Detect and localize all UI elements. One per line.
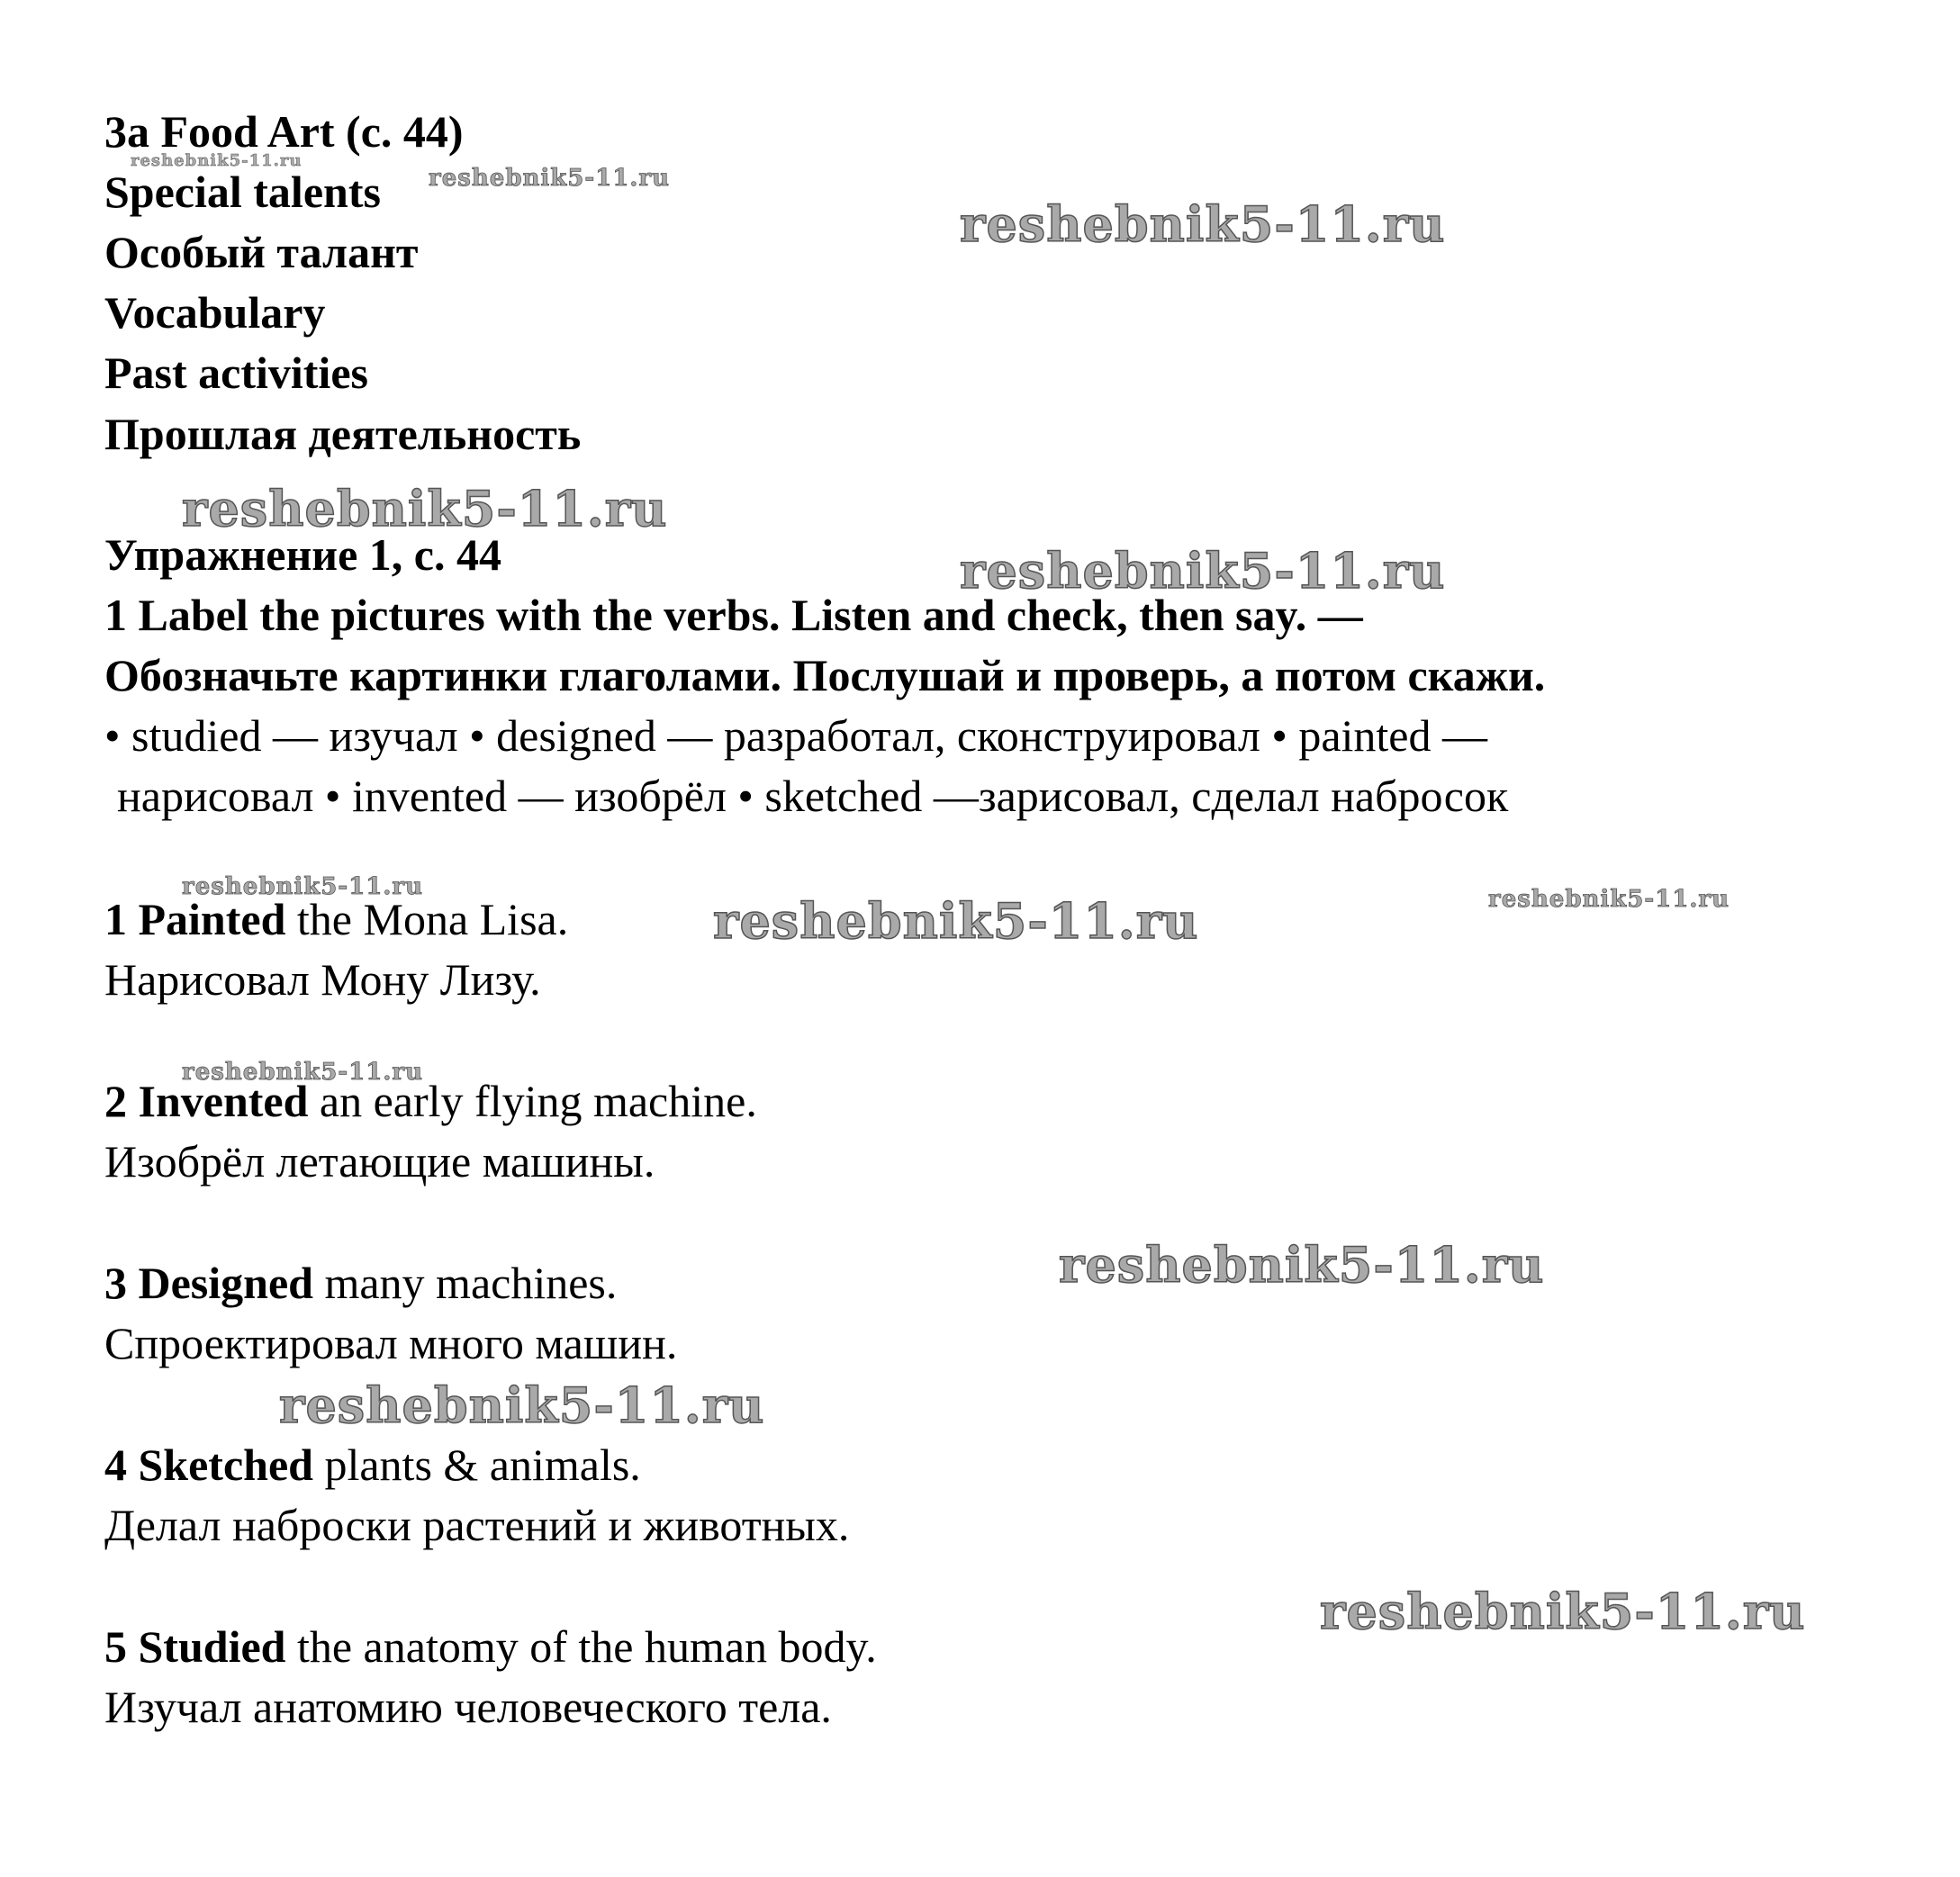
answer-2-translation: Изобрёл летающие машины. bbox=[104, 1136, 655, 1187]
answer-rest: plants & animals. bbox=[312, 1439, 641, 1490]
watermark: reshebnik5-11.ru bbox=[1059, 1236, 1545, 1294]
answer-rest: the Mona Lisa. bbox=[285, 894, 569, 944]
exercise-heading: Упражнение 1, с. 44 bbox=[104, 529, 501, 580]
answer-number: 1 bbox=[104, 894, 127, 944]
watermark: reshebnik5-11.ru bbox=[1320, 1583, 1806, 1640]
watermark: reshebnik5-11.ru bbox=[1488, 886, 1730, 913]
answer-4 bbox=[104, 1439, 641, 1490]
watermark: reshebnik5-11.ru bbox=[131, 151, 303, 170]
answer-verb: Invented bbox=[138, 1076, 309, 1126]
instruction-en: 1 Label the pictures with the verbs. Listen and check, then say. — bbox=[104, 590, 1363, 640]
answer-3-translation: Спроектировал много машин. bbox=[104, 1318, 678, 1368]
answer-5 bbox=[104, 1621, 877, 1672]
section-title-en: Special talents bbox=[104, 167, 381, 217]
answer-rest: an early flying machine. bbox=[308, 1076, 757, 1126]
answer-verb: Designed bbox=[138, 1258, 313, 1308]
answer-1 bbox=[104, 894, 569, 944]
watermark: reshebnik5-11.ru bbox=[182, 480, 668, 537]
topic-title-en: Past activities bbox=[104, 347, 368, 398]
watermark: reshebnik5-11.ru bbox=[279, 1376, 765, 1434]
answer-number: 3 bbox=[104, 1258, 127, 1308]
answer-verb: Studied bbox=[138, 1621, 286, 1672]
watermark: reshebnik5-11.ru bbox=[960, 542, 1446, 600]
answer-number: 5 bbox=[104, 1621, 127, 1672]
vocab-line-1: • studied — изучал • designed — разработал, сконструировал • painted — bbox=[104, 710, 1487, 761]
category-label: Vocabulary bbox=[104, 287, 326, 338]
topic-title-ru: Прошлая деятельность bbox=[104, 409, 582, 459]
answer-3 bbox=[104, 1258, 618, 1308]
answer-5-translation: Изучал анатомию человеческого тела. bbox=[104, 1682, 832, 1732]
watermark: reshebnik5-11.ru bbox=[182, 1059, 424, 1086]
answer-1-translation: Нарисовал Мону Лизу. bbox=[104, 954, 541, 1005]
answer-rest: the anatomy of the human body. bbox=[285, 1621, 877, 1672]
answer-verb: Sketched bbox=[138, 1439, 313, 1490]
answer-number: 2 bbox=[104, 1076, 127, 1126]
watermark: reshebnik5-11.ru bbox=[429, 165, 671, 192]
answer-verb: Painted bbox=[138, 894, 286, 944]
vocab-line-2: нарисовал • invented — изобрёл • sketched —зарисовал, сделал набросок bbox=[117, 771, 1509, 821]
watermark: reshebnik5-11.ru bbox=[713, 892, 1199, 950]
answer-rest: many machines. bbox=[312, 1258, 618, 1308]
answer-4-translation: Делал наброски растений и животных. bbox=[104, 1500, 850, 1550]
watermark: reshebnik5-11.ru bbox=[960, 195, 1446, 253]
instruction-ru: Обозначьте картинки глаголами. Послушай и проверь, а потом скажи. bbox=[104, 650, 1546, 700]
unit-title: 3a Food Art (с. 44) bbox=[104, 106, 464, 157]
watermark: reshebnik5-11.ru bbox=[182, 873, 424, 900]
answer-number: 4 bbox=[104, 1439, 127, 1490]
section-title-ru: Особый талант bbox=[104, 227, 419, 277]
